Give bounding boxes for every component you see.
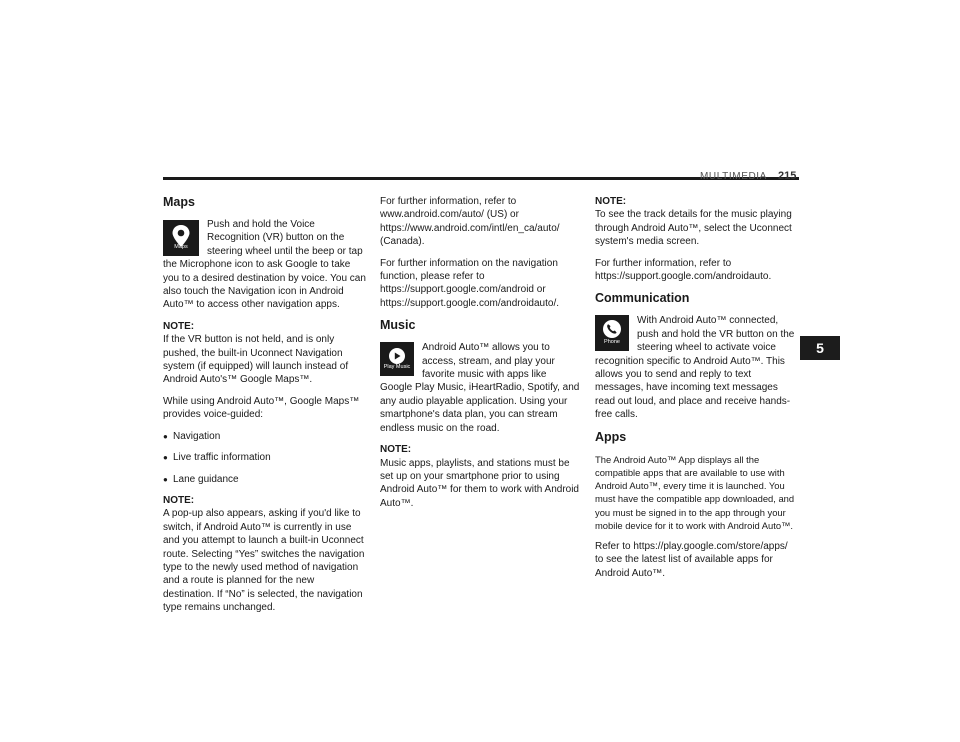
maps-intro: Push and hold the Voice Recognition (VR) button on the steering wheel until the beep or tap the Microphone icon to ask Google to take you to a desired destination by voice. You can also touch the Navigation icon in Android Auto™ to access other navigation apps. (163, 219, 366, 311)
maps-icon-caption: Maps (174, 243, 188, 250)
communication-heading: Communication (595, 291, 690, 306)
note-text: A pop-up also appears, asking if you'd like to switch, if Android Auto™ is currently in use and you attempt to launch a built-in Uconnect route. Selecting “Yes” switches the navigation type to the newly used method of navigation and a route is planned for the new destination. If “No” is selected, the navigation type remains unchanged. (163, 508, 365, 614)
apps-text-2: Refer to https://play.google.com/store/apps/ to see the latest list of available apps for Android Auto™. (595, 540, 788, 579)
list-item: ● Navigation (163, 430, 366, 443)
note-label: NOTE: (163, 494, 195, 506)
apps-heading: Apps (595, 429, 627, 444)
map-pin-icon (163, 220, 199, 256)
phone-icon (595, 315, 629, 351)
note-text: If the VR button is not held, and is only pushed, the built-in Uconnect Navigation system (if equipped) will launch instead of Android Auto's™ Google Maps™. (163, 334, 349, 386)
note-text: To see the track details for the music playing through Android Auto™, select the Uconnect system's media screen. (595, 209, 792, 248)
note-label: NOTE: (380, 444, 412, 456)
maps-further-info-1: For further information, refer to www.android.com/auto/ (US) or https://www.android.com/intl/en_ca/auto/ (Canada). (380, 196, 560, 248)
page-number: 215 (778, 170, 797, 182)
music-further-info: For further information, refer to https://support.google.com/androidauto. (595, 257, 772, 283)
column-1 (163, 193, 366, 623)
communication-text: With Android Auto™ connected, push and hold the VR button on the steering wheel to activate voice recognition specific to Android Auto™. This allows you to send and reply to text messages, have incoming text messages read out loud, and place and receive hands-free calls. (595, 315, 795, 421)
note-text: Music apps, playlists, and stations must be set up on your smartphone prior to using Android Auto™ for them to work with Android Auto™. (380, 457, 579, 509)
column-2 (380, 195, 580, 518)
list-item: ● Live traffic information (163, 451, 366, 464)
music-heading: Music (380, 318, 416, 333)
maps-heading: Maps (163, 195, 195, 209)
phone-icon-caption: Phone (604, 339, 620, 346)
maps-further-info-2: For further information on the navigation function, please refer to https://support.google.com/android or https://support.google.com/androidauto/. (380, 257, 560, 309)
maps-note-2 (163, 494, 366, 615)
maps-voice-intro: While using Android Auto™, Google Maps™ provides voice-guided: (163, 395, 360, 421)
music-icon-caption: Play Music (383, 363, 411, 370)
column-3 (595, 195, 798, 588)
music-note (380, 443, 580, 510)
maps-note-1 (163, 320, 366, 387)
note-label: NOTE: (595, 196, 627, 207)
apps-text-1: The Android Auto™ App displays all the compatible apps that are available to use with Android Auto™, every time it is launched. You must have the compatible app downloaded, and you must be signed in to the app through your mobile device for it to work with Android Auto™. (595, 453, 795, 531)
music-note-2 (595, 195, 798, 249)
header-section-title: MULTIMEDIA (700, 171, 767, 182)
chapter-tab: 5 (800, 336, 840, 360)
note-label: NOTE: (163, 320, 195, 332)
voice-guided-list (163, 430, 366, 486)
list-item: ● Lane guidance (163, 473, 366, 486)
play-music-icon (380, 342, 414, 376)
music-intro: Android Auto™ allows you to access, stream, and play your favorite music with apps like Google Play Music, iHeartRadio, Spotify, and any audio playable application. Using your smartphone's data plan, you can stream endless music on the road. (380, 342, 580, 434)
